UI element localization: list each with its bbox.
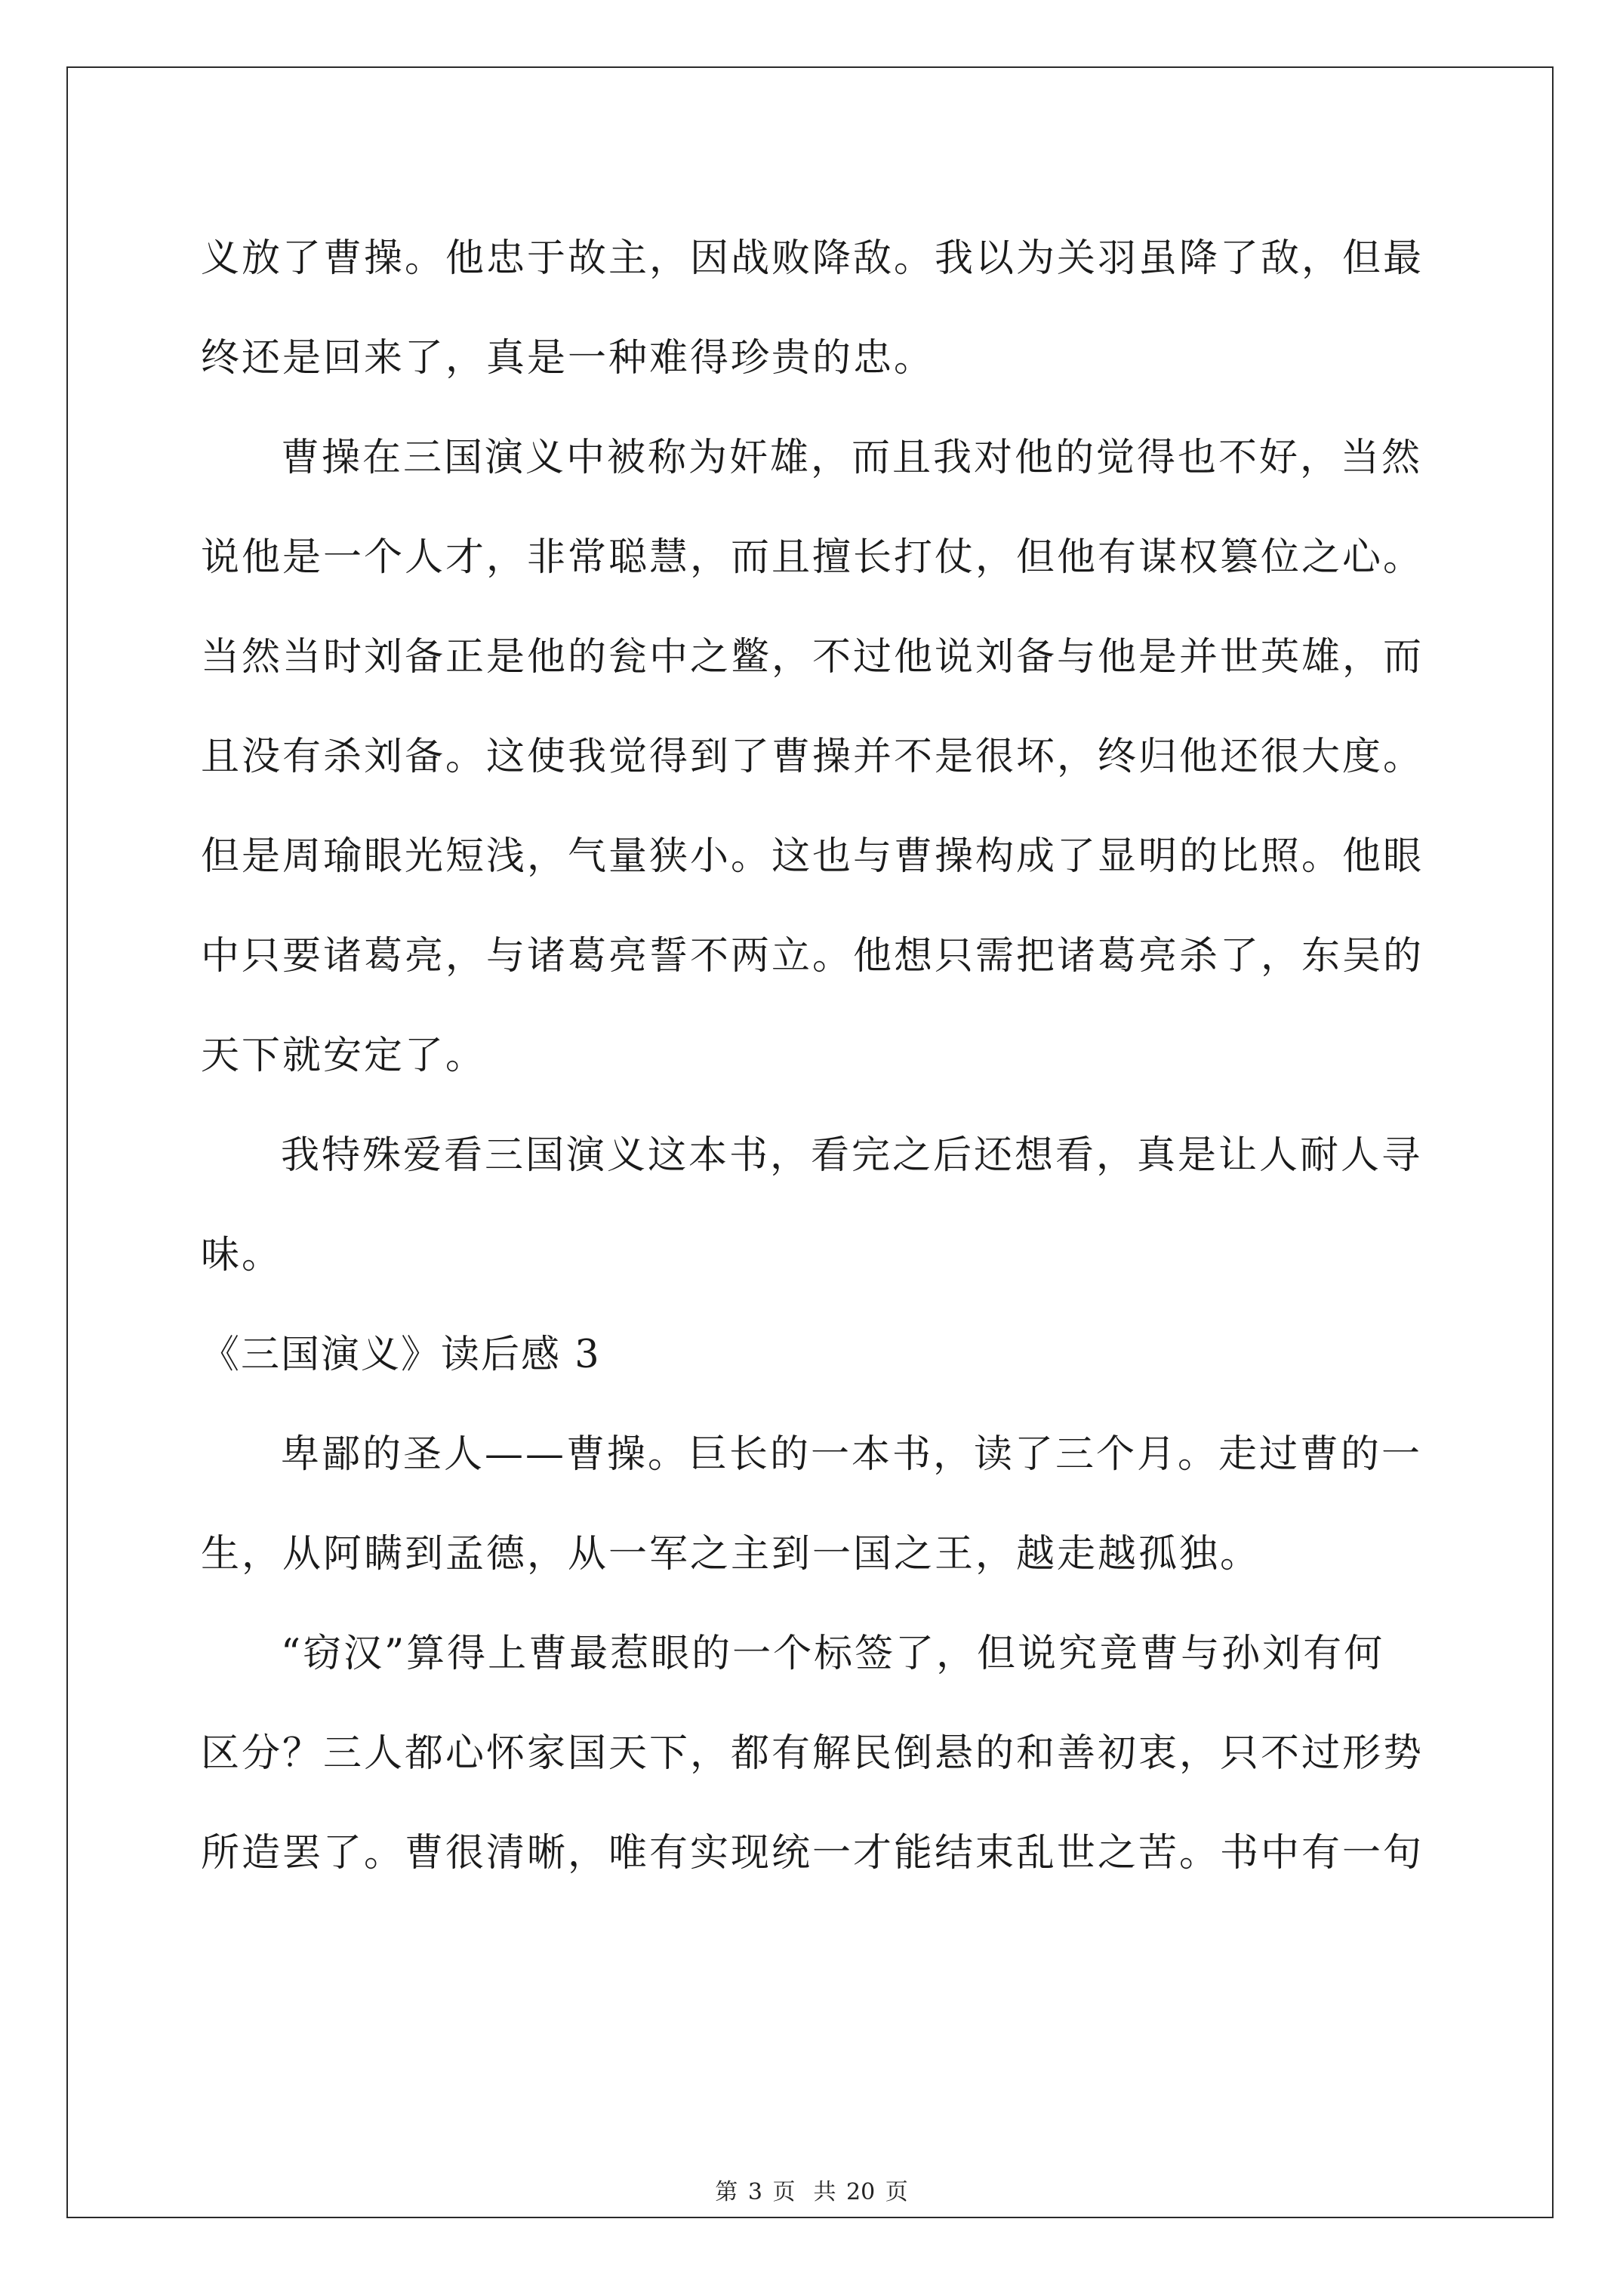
section-heading: 《三国演义》读后感 3 [201,1333,601,1377]
paragraph-start-line: 曹操在三国演义中被称为奸雄，而且我对他的觉得也不好，当然 [281,436,1423,480]
page-total: 共 20 页 [813,2179,908,2205]
text-line: 当然当时刘备正是他的瓮中之鳖，不过他说刘备与他是并世英雄，而 [201,635,1424,680]
page-footer [0,2173,1623,2206]
text-line: 且没有杀刘备。这使我觉得到了曹操并不是很坏，终归他还很大度。 [201,735,1424,779]
text-line: 所造罢了。曹很清晰，唯有实现统一才能结束乱世之苦。书中有一句 [201,1831,1424,1875]
text-line: 天下就安定了。 [201,1034,487,1078]
text-line: 区分？三人都心怀家国天下，都有解民倒悬的和善初衷，只不过形势 [201,1731,1424,1776]
text-line: 义放了曹操。他忠于故主，因战败降敌。我以为关羽虽降了敌，但最 [201,236,1424,281]
text-line: 中只要诸葛亮，与诸葛亮誓不两立。他想只需把诸葛亮杀了，东吴的 [201,934,1424,978]
text-line: 味。 [201,1233,283,1277]
text-line: 生，从阿瞒到孟德，从一军之主到一国之王，越走越孤独。 [201,1532,1261,1576]
text-line: 但是周瑜眼光短浅，气量狭小。这也与曹操构成了显明的比照。他眼 [201,834,1424,879]
text-line: 说他是一个人才，非常聪慧，而且擅长打仗，但他有谋权篡位之心。 [201,535,1424,580]
page-number: 第 3 页 [715,2179,796,2205]
paragraph-start-line: “窃汉”算得上曹最惹眼的一个标签了，但说究竟曹与孙刘有何 [281,1632,1385,1676]
document-body [201,209,1431,1903]
text-line: 终还是回来了，真是一种难得珍贵的忠。 [201,336,935,381]
paragraph-start-line: 我特殊爱看三国演义这本书，看完之后还想看，真是让人耐人寻 [281,1133,1423,1178]
paragraph-start-line: 卑鄙的圣人——曹操。巨长的一本书，读了三个月。走过曹的一 [281,1432,1423,1477]
